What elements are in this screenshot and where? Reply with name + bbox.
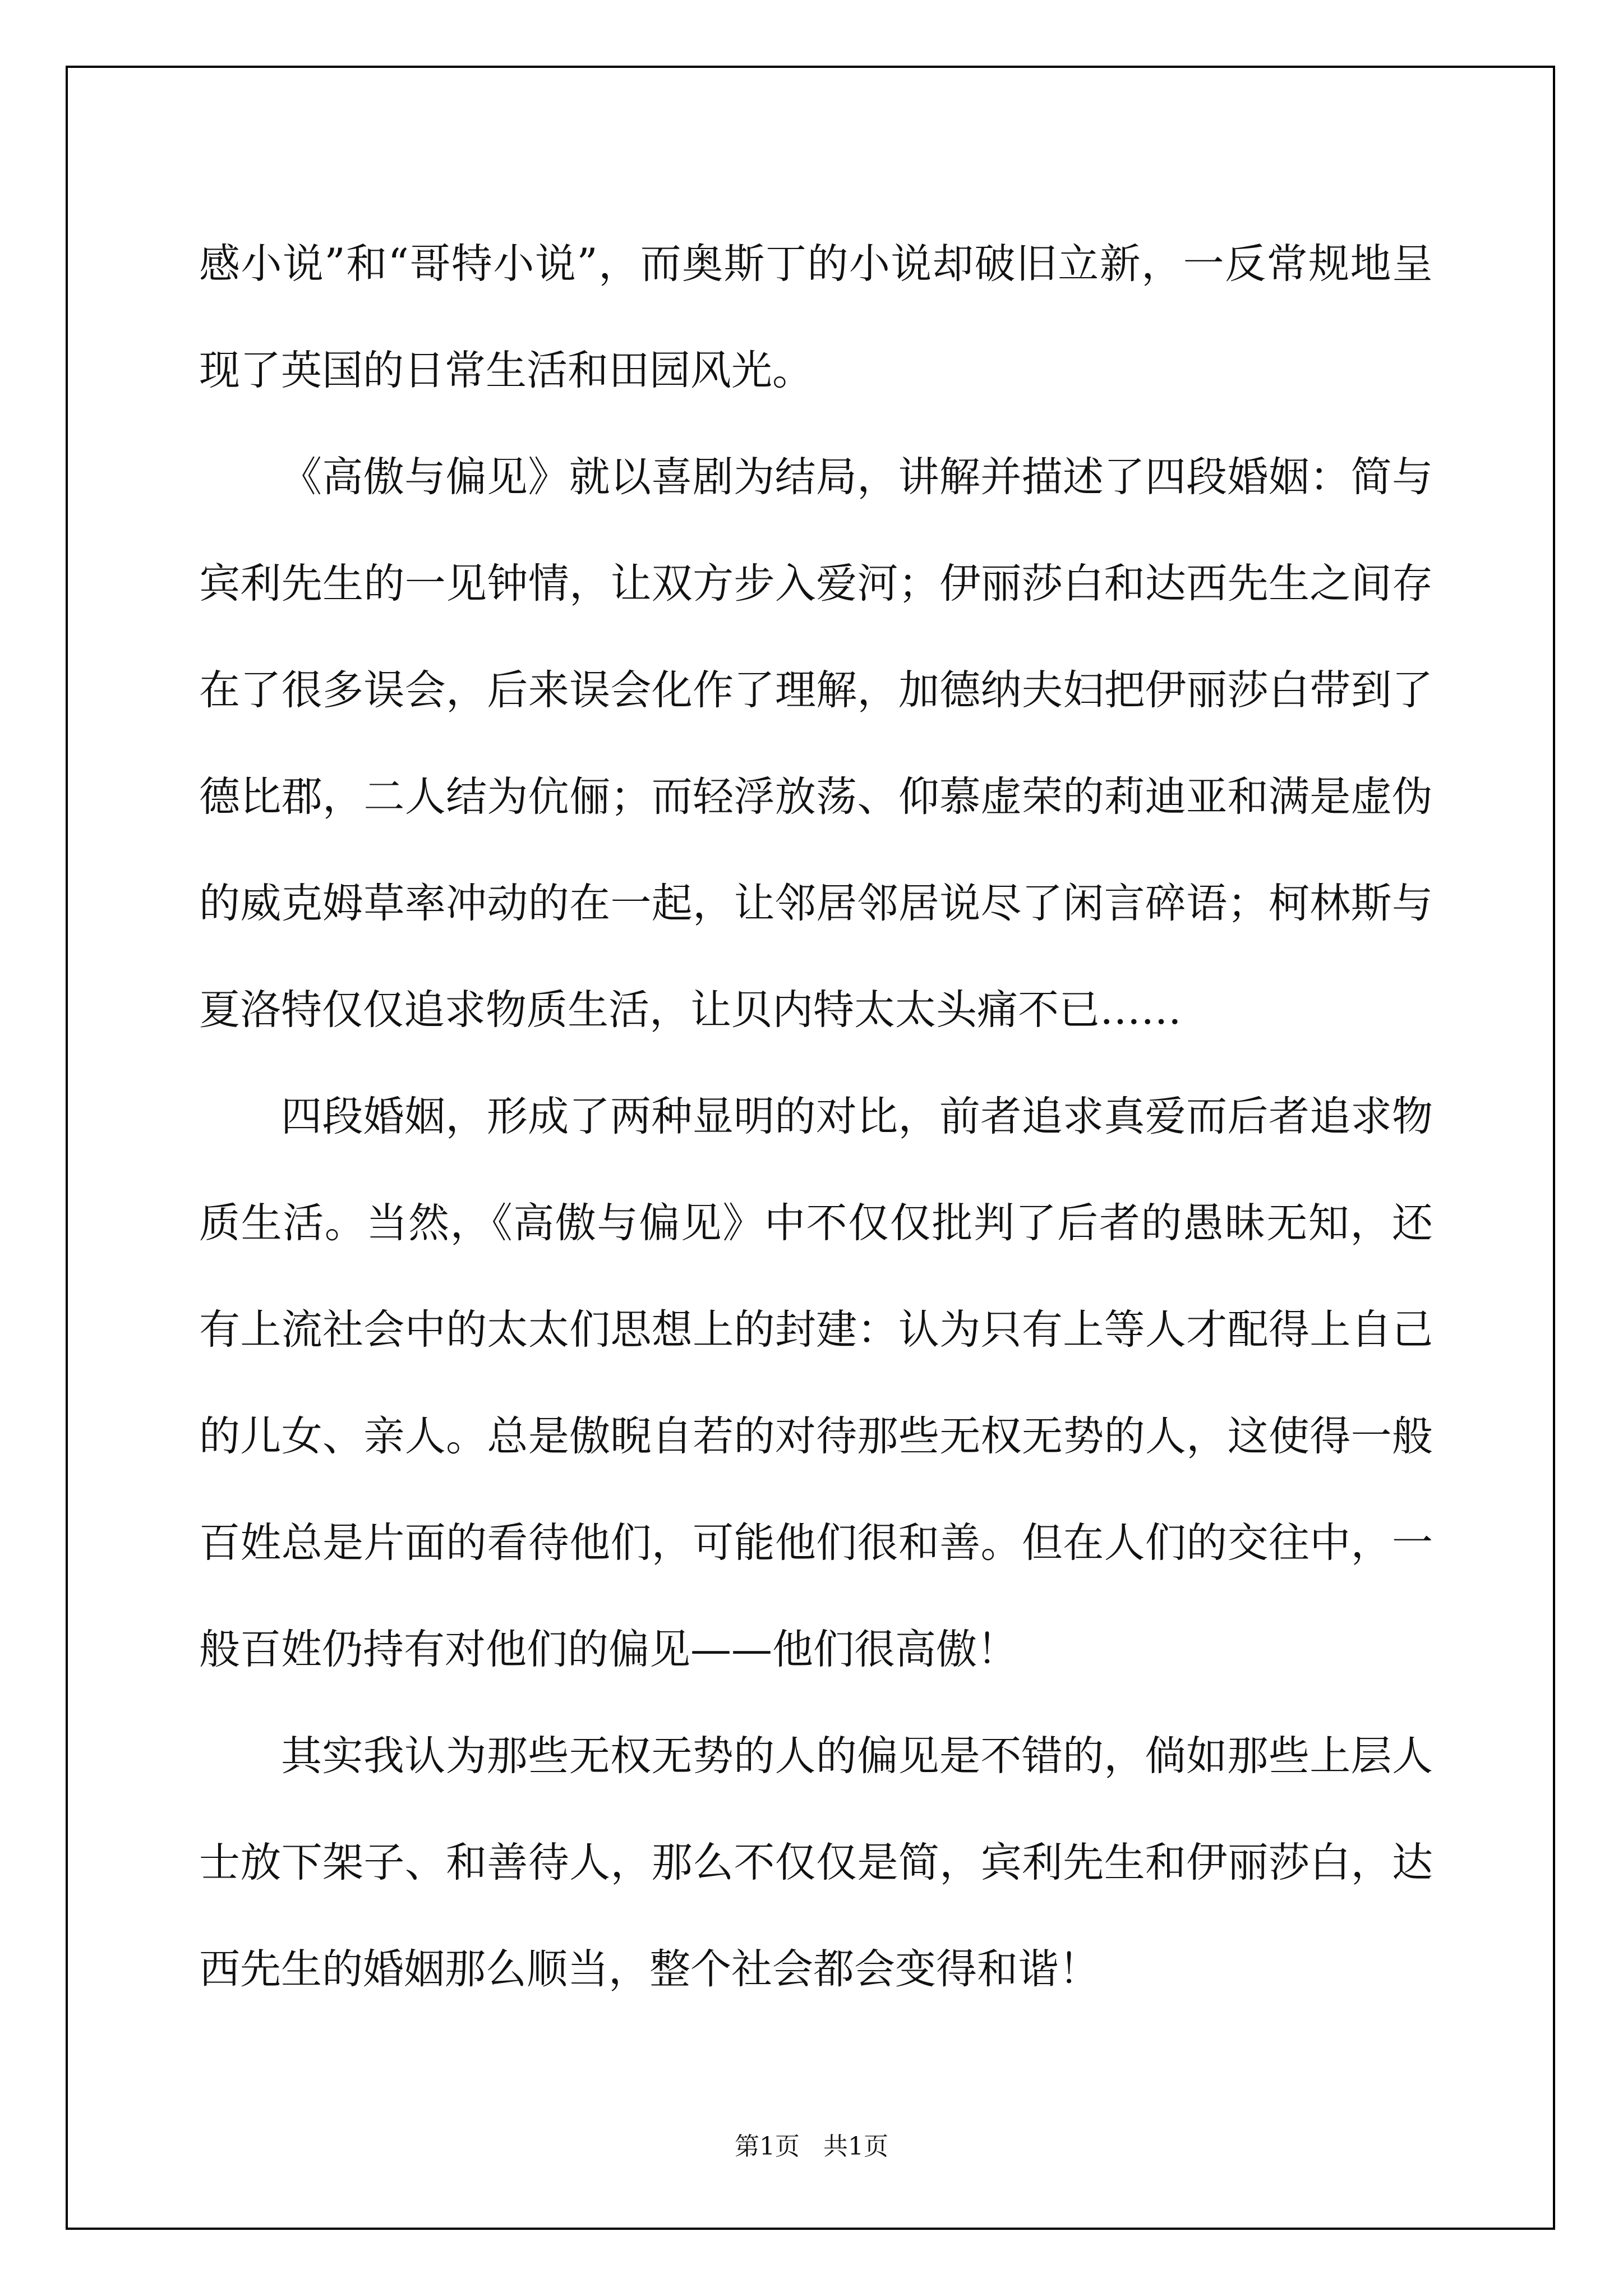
page-number-footer: 第1页 共1页 bbox=[735, 2132, 888, 2161]
paragraph: 四段婚姻，形成了两种显明的对比，前者追求真爱而后者追求物质生活。当然，《高傲与偏见》中不仅仅批判了后者的愚昧无知，还有上流社会中的太太们思想上的封建：认为只有上等人才配得上自己的儿女、亲人。总是傲睨自若的对待那些无权无势的人，这使得一般百姓总是片面的看待他们，可能他们很和善。但在人们的交往中，一般百姓仍持有对他们的偏见——他们很高傲！ bbox=[199, 1093, 1433, 1673]
document-body bbox=[199, 211, 1433, 2023]
paragraph: 《高傲与偏见》就以喜剧为结局，讲解并描述了四段婚姻：简与宾利先生的一见钟情，让双方步入爱河；伊丽莎白和达西先生之间存在了很多误会，后来误会化作了理解，加德纳夫妇把伊丽莎白带到了德比郡，二人结为伉俪；而轻浮放荡、仰慕虚荣的莉迪亚和满是虚伪的威克姆草率冲动的在一起，让邻居邻居说尽了闲言碎语；柯林斯与夏洛特仅仅追求物质生活，让贝内特太太头痛不已…… bbox=[199, 453, 1433, 1034]
paragraph-continued: 感小说”和“哥特小说”，而奥斯丁的小说却破旧立新，一反常规地呈现了英国的日常生活和田园风光。 bbox=[199, 240, 1433, 394]
paragraph: 其实我认为那些无权无势的人的偏见是不错的，倘如那些上层人士放下架子、和善待人，那么不仅仅是简，宾利先生和伊丽莎白，达西先生的婚姻那么顺当，整个社会都会变得和谐！ bbox=[199, 1732, 1433, 1993]
